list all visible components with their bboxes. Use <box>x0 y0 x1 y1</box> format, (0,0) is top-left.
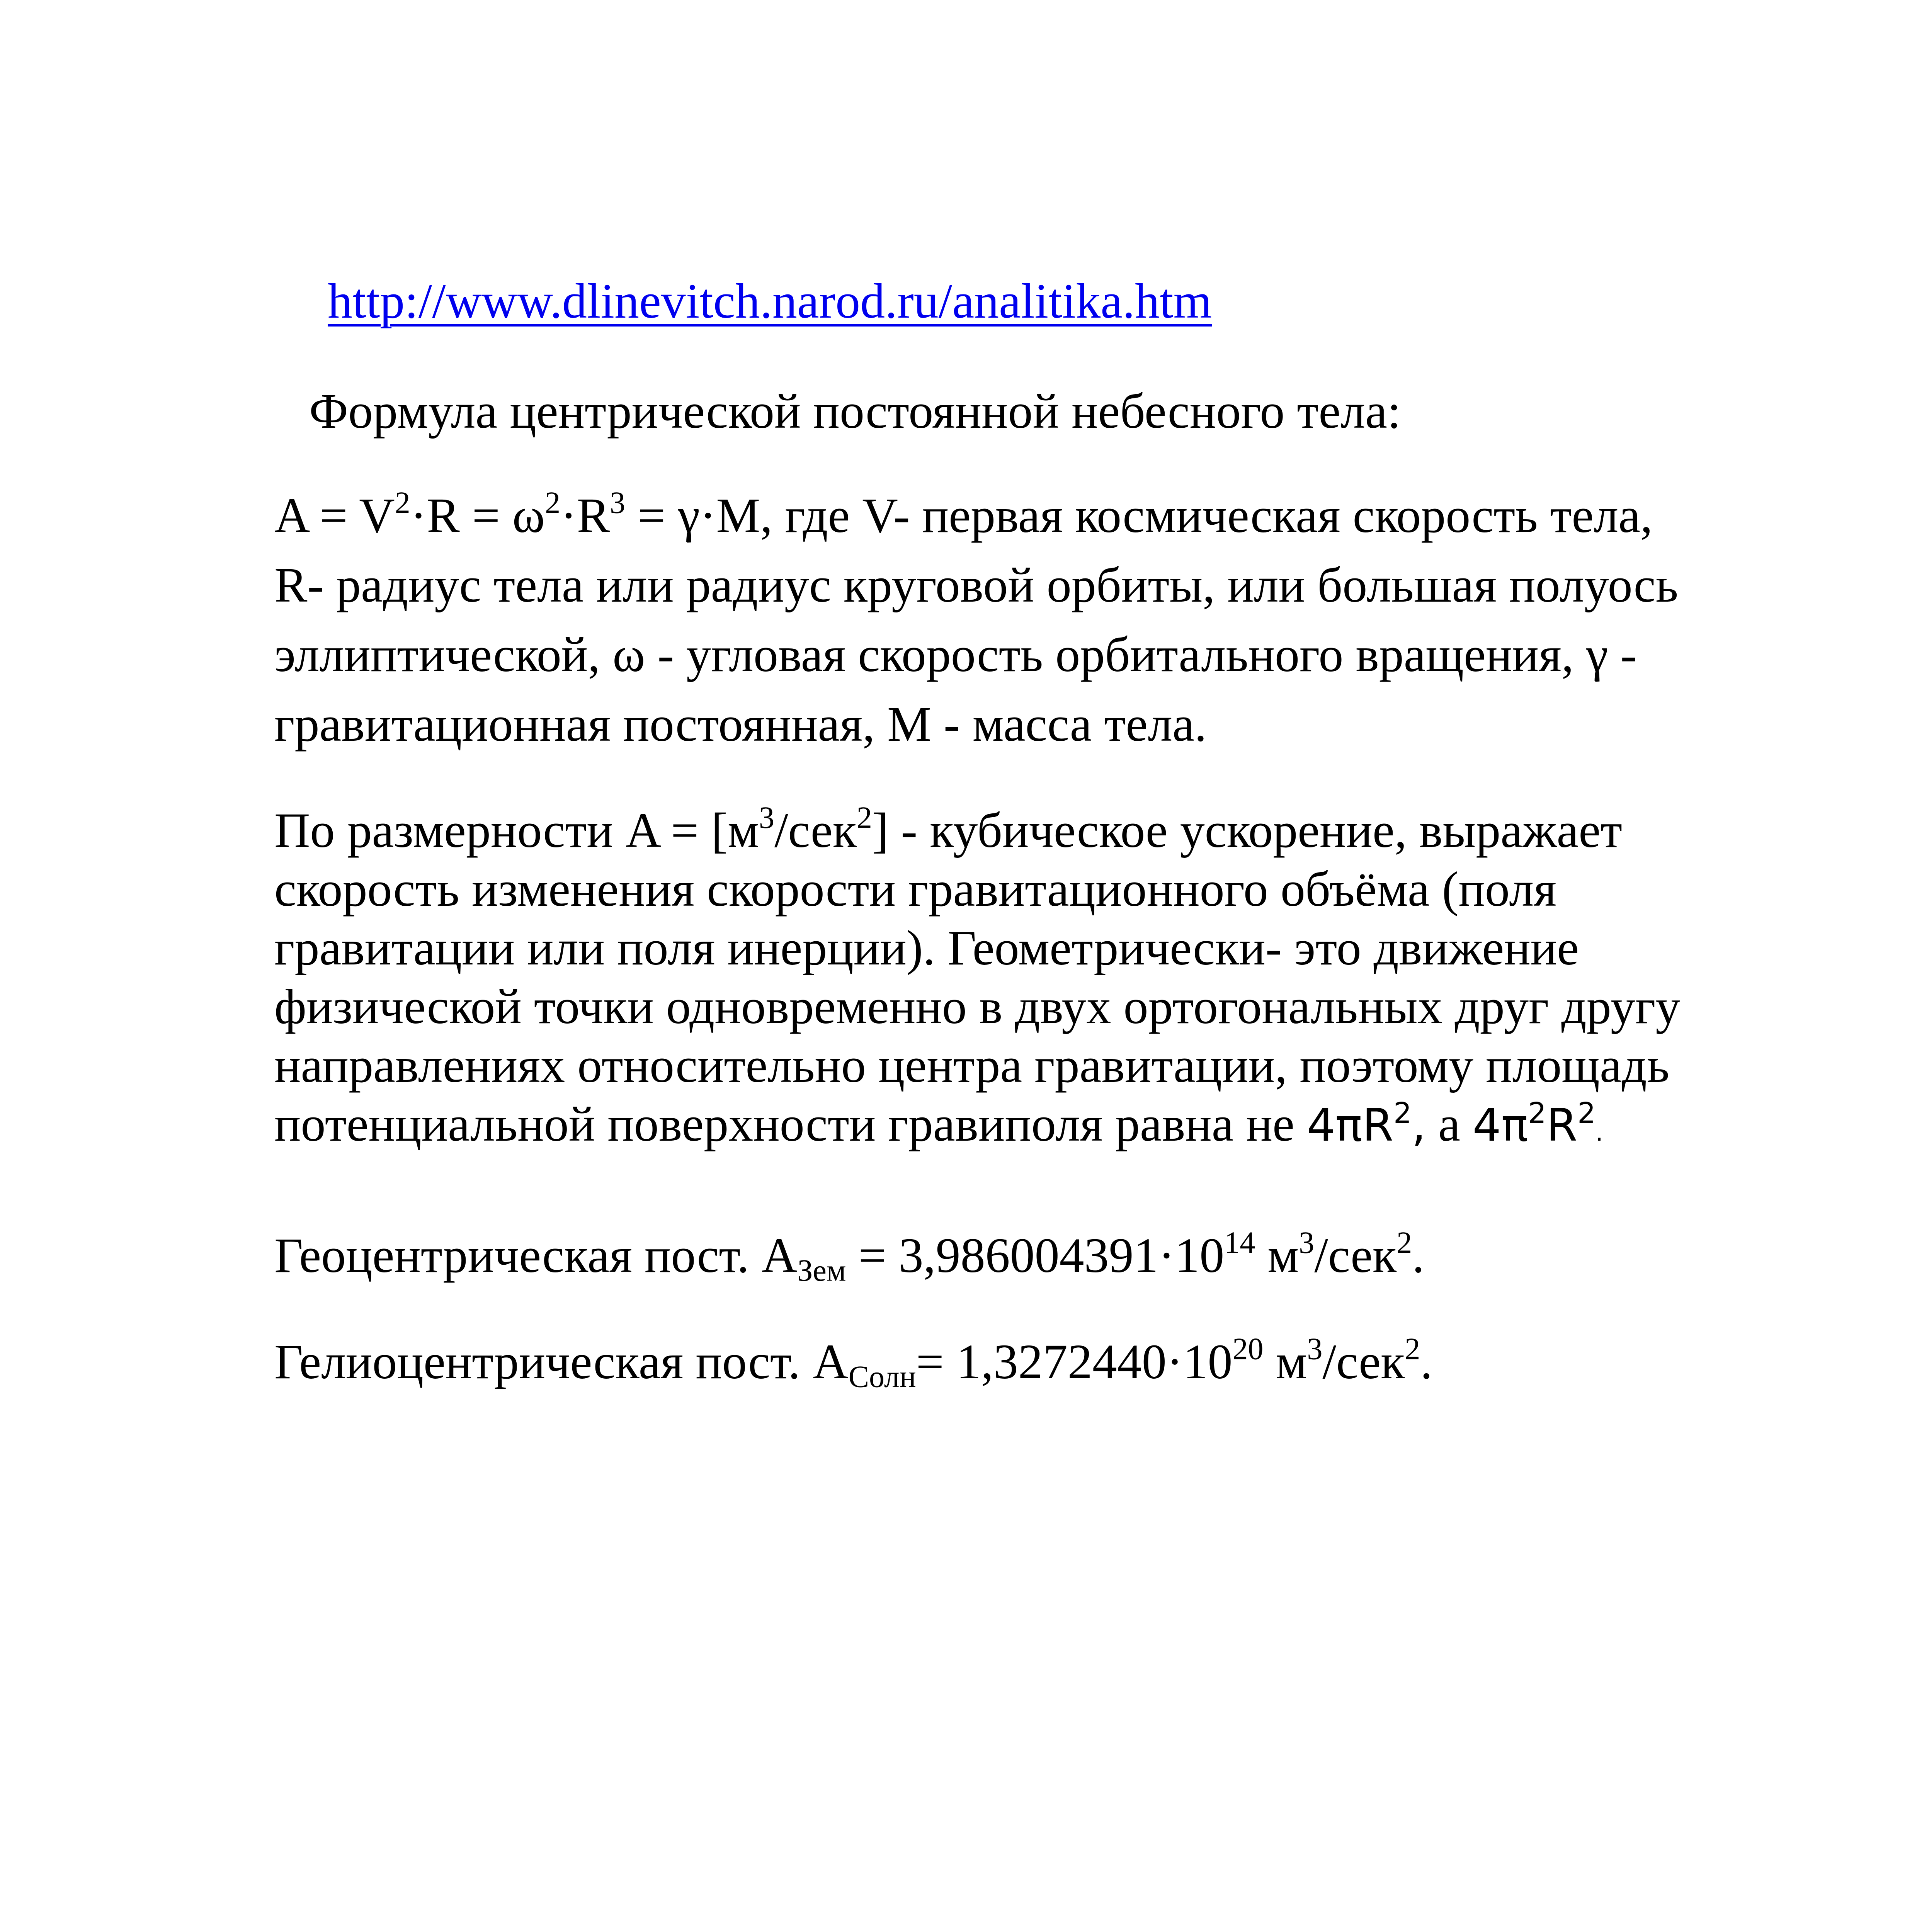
formula-4piR2 <box>1307 1099 1426 1151</box>
dimension-text: /сек <box>774 803 857 858</box>
formula-text: = γ·M, где V- первая космическая скорость тела, <box>625 488 1653 543</box>
exponent: 3 <box>1307 1332 1323 1366</box>
dimension-text: По размерности A = [м <box>274 803 759 858</box>
heliocentric-constant <box>274 1327 1774 1396</box>
exponent: 2 <box>395 486 410 520</box>
dimension-line-4: физической точки одновременно в двух ортогональных друг другу <box>274 979 1681 1034</box>
period: . <box>1420 1334 1433 1389</box>
dimension-line-2: скорость изменения скорости гравитационного объёма (поля <box>274 862 1556 917</box>
unit-text: /сек <box>1314 1228 1397 1283</box>
dimension-text: ] - кубическое ускорение, выражает <box>872 803 1623 858</box>
formula-paragraph <box>274 481 1774 759</box>
geocentric-line <box>274 1221 1774 1290</box>
exponent: 2 <box>1397 1226 1412 1260</box>
exponent: 3 <box>610 486 626 520</box>
formula-comma: , <box>1412 1099 1426 1151</box>
dimension-paragraph <box>274 796 1774 1151</box>
geocentric-constant <box>274 1221 1774 1290</box>
formula-line-2: R- радиус тела или радиус круговой орбиты, или большая полуось <box>274 558 1678 612</box>
dimension-text: потенциальной поверхности гравиполя равна не <box>274 1097 1307 1151</box>
formula-text: 4π <box>1472 1099 1528 1151</box>
constant-value: = 1,3272440·10 <box>916 1334 1233 1389</box>
formula-line-4: гравитационная постоянная, M - масса тела. <box>274 697 1207 752</box>
formula-text: 4πR <box>1306 1099 1394 1151</box>
formula-text: ·R = ω <box>410 488 545 543</box>
formula-text: ·R <box>560 488 610 543</box>
exponent: 3 <box>759 801 774 835</box>
formula-line-1 <box>274 481 1774 551</box>
exponent: 2 <box>1405 1332 1420 1366</box>
formula-4pi2R2 <box>1473 1099 1603 1151</box>
dimension-text: а <box>1426 1097 1473 1151</box>
period: . <box>1412 1228 1425 1283</box>
exponent: 3 <box>1299 1226 1315 1260</box>
constant-label: Геоцентрическая пост. A <box>274 1228 798 1283</box>
dimension-line-3: гравитации или поля инерции). Геометрически- это движение <box>274 920 1579 975</box>
formula-text: R <box>1546 1099 1578 1151</box>
exponent: 20 <box>1232 1332 1264 1366</box>
constant-value: = 3,986004391·10 <box>846 1228 1225 1283</box>
unit-text: /сек <box>1322 1334 1405 1389</box>
exponent: 2 <box>1528 1097 1546 1130</box>
dimension-line-1 <box>274 796 1774 858</box>
source-link[interactable]: http://www.dlinevitch.narod.ru/analitika.htm <box>328 274 1212 328</box>
formula-line-3: эллиптической, ω - угловая скорость орбитального вращения, γ - <box>274 627 1637 682</box>
exponent: 2 <box>1577 1097 1596 1130</box>
subscript: Зем <box>797 1253 846 1288</box>
page-heading: Формула центрической постоянной небесного тела: <box>309 384 1401 439</box>
exponent: 2 <box>856 801 872 835</box>
exponent: 14 <box>1224 1226 1255 1260</box>
exponent: 2 <box>545 486 561 520</box>
unit-text: м <box>1255 1228 1299 1283</box>
exponent: 2 <box>1393 1097 1412 1130</box>
constant-label: Гелиоцентрическая пост. A <box>274 1334 849 1389</box>
dimension-line-6 <box>274 1090 1774 1151</box>
subscript: Солн <box>848 1360 916 1394</box>
heliocentric-line <box>274 1327 1774 1396</box>
formula-dot: . <box>1596 1119 1603 1146</box>
formula-text: A = V <box>274 488 395 543</box>
unit-text: м <box>1263 1334 1307 1389</box>
dimension-line-5: направлениях относительно центра гравитации, поэтому площадь <box>274 1038 1670 1093</box>
